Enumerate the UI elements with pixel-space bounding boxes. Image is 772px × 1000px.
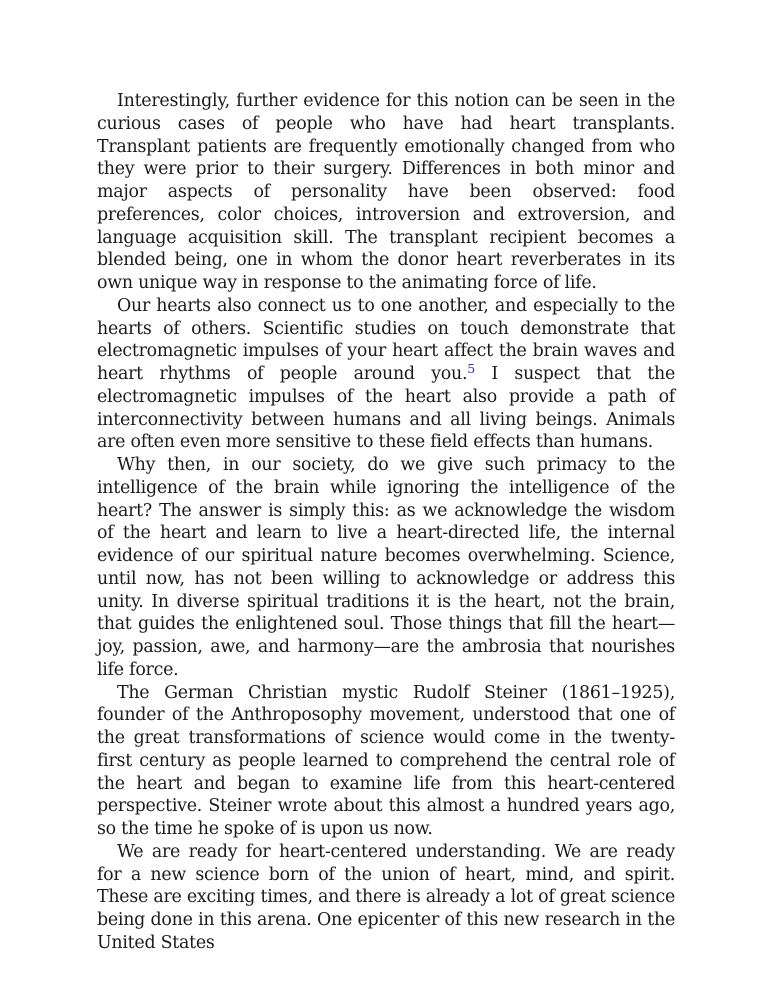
paragraph-heart-transplants: Interestingly, further evidence for this notion can be seen in the curious cases of people who have had heart transplants. Transplant patients are frequently emotionally changed from who they were prior to their surgery. Differences in both minor and major aspects of personality have been observed: food preferences, color choices, introversion and extroversion, and language acquisition skill. The transplant recipient becomes a blended being, one in whom the donor heart reverberates in its own unique way in response to the animating force of life. — [97, 91, 675, 293]
paragraph-new-science: We are ready for heart-centered understanding. We are ready for a new science born of the union of heart, mind, and spirit. These are exciting times, and there is already a lot of great science being done in this arena. One epicenter of this new research in the United States — [97, 841, 675, 953]
paragraph-text-after-note: I suspect that the electromagnetic impulses of the heart also provide a path of interconnectivity between humans and all living beings. Animals are often even more sensitive to these field effects than humans. — [97, 364, 675, 453]
paragraph-brain-vs-heart: Why then, in our society, do we give such primacy to the intelligence of the brain while ignoring the intelligence of the heart? The answer is simply this: as we acknowledge the wisdom of the heart and learn to live a heart-directed life, the internal evidence of our spiritual nature becomes overwhelming. Science, until now, has not been willing to acknowledge or address this unity. In diverse spiritual traditions it is the heart, not the brain, that guides the enlightened soul. Those things that fill the heart—joy, passion, awe, and harmony—are the ambrosia that nourishes life force. — [97, 455, 675, 680]
book-page-body — [97, 90, 675, 955]
paragraph-rudolf-steiner: The German Christian mystic Rudolf Steiner (1861–1925), founder of the Anthroposophy movement, understood that one of the great transformations of science would come in the twenty-first century as people learned to comprehend the central role of the heart and began to examine life from this heart-centered perspective. Steiner wrote about this almost a hundred years ago, so the time he spoke of is upon us now. — [97, 682, 675, 839]
paragraph-heart-connection — [97, 295, 675, 454]
footnote-reference-link[interactable]: 5 — [467, 361, 475, 376]
paragraph-text-before-note: Our hearts also connect us to one another, and especially to the hearts of others. Scientific studies on touch demonstrate that electromagnetic impulses of your heart affect the brain waves and heart rhythms of people around you. — [97, 295, 675, 384]
